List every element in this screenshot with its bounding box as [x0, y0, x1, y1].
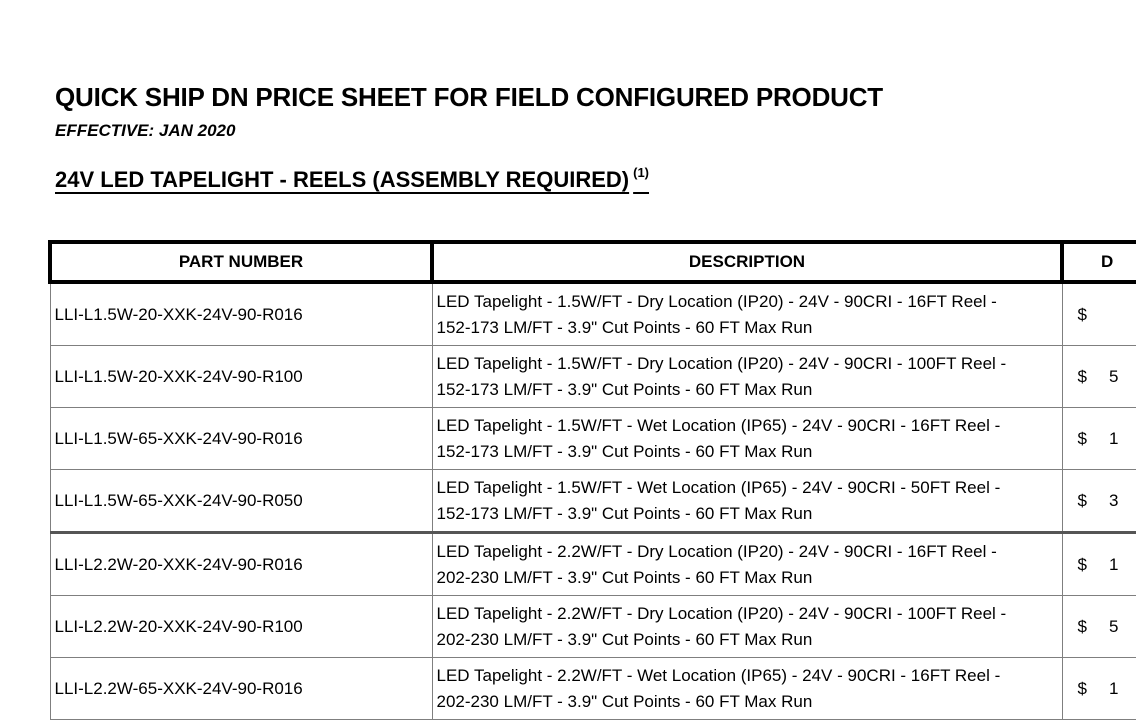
description-line-2: 152-173 LM/FT - 3.9" Cut Points - 60 FT Max Run — [436, 503, 813, 523]
description-line-1: LED Tapelight - 1.5W/FT - Wet Location (IP65) - 24V - 90CRI - 16FT Reel - — [436, 415, 1001, 435]
part-number-cell: LLI-L2.2W-20-XXK-24V-90-R100 — [50, 596, 432, 658]
section-title-text: 24V LED TAPELIGHT - REELS (ASSEMBLY REQUIRED) — [55, 167, 630, 192]
price-cell — [1062, 282, 1136, 346]
description-line-1: LED Tapelight - 2.2W/FT - Dry Location (IP20) - 24V - 90CRI - 100FT Reel - — [436, 603, 1007, 623]
column-header-part-number: PART NUMBER — [50, 242, 432, 282]
price-cell — [1062, 596, 1136, 658]
price-value: 1 — [1108, 678, 1119, 698]
section-footnote: (1) — [633, 165, 650, 180]
description-line-2: 152-173 LM/FT - 3.9" Cut Points - 60 FT Max Run — [436, 379, 813, 399]
price-value: 3 — [1108, 490, 1119, 510]
description-cell — [432, 282, 1062, 346]
currency-symbol: $ — [1077, 490, 1087, 510]
page-title: QUICK SHIP DN PRICE SHEET FOR FIELD CONFIGURED PRODUCT — [55, 82, 883, 112]
description-line-2: 152-173 LM/FT - 3.9" Cut Points - 60 FT Max Run — [436, 441, 813, 461]
price-value: 1 — [1108, 554, 1119, 574]
part-number-cell: LLI-L1.5W-65-XXK-24V-90-R016 — [50, 408, 432, 470]
description-line-2: 202-230 LM/FT - 3.9" Cut Points - 60 FT Max Run — [436, 629, 813, 649]
description-line-1: LED Tapelight - 2.2W/FT - Wet Location (IP65) - 24V - 90CRI - 16FT Reel - — [436, 665, 1001, 685]
table-row — [50, 533, 1136, 596]
description-line-1: LED Tapelight - 1.5W/FT - Wet Location (IP65) - 24V - 90CRI - 50FT Reel - — [436, 477, 1001, 497]
price-cell — [1062, 346, 1136, 408]
currency-symbol: $ — [1077, 616, 1087, 636]
description-cell — [432, 533, 1062, 596]
description-line-2: 202-230 LM/FT - 3.9" Cut Points - 60 FT Max Run — [436, 567, 813, 587]
effective-date: EFFECTIVE: JAN 2020 — [55, 121, 236, 140]
price-value: 1 — [1108, 428, 1119, 448]
description-line-2: 202-230 LM/FT - 3.9" Cut Points - 60 FT Max Run — [436, 691, 813, 711]
price-cell — [1062, 408, 1136, 470]
table-row — [50, 282, 1136, 346]
part-number-cell: LLI-L1.5W-20-XXK-24V-90-R016 — [50, 282, 432, 346]
currency-symbol: $ — [1077, 366, 1087, 386]
column-header-description: DESCRIPTION — [432, 242, 1062, 282]
description-cell — [432, 658, 1062, 720]
part-number-cell: LLI-L2.2W-65-XXK-24V-90-R016 — [50, 658, 432, 720]
currency-symbol: $ — [1077, 304, 1087, 324]
price-value: 5 — [1108, 366, 1119, 386]
price-cell — [1062, 470, 1136, 533]
price-value: 5 — [1108, 616, 1119, 636]
description-line-1: LED Tapelight - 1.5W/FT - Dry Location (IP20) - 24V - 90CRI - 100FT Reel - — [436, 353, 1007, 373]
table-row — [50, 408, 1136, 470]
currency-symbol: $ — [1077, 554, 1087, 574]
description-line-1: LED Tapelight - 2.2W/FT - Dry Location (IP20) - 24V - 90CRI - 16FT Reel - — [436, 541, 997, 561]
currency-symbol: $ — [1077, 428, 1087, 448]
price-cell — [1062, 658, 1136, 720]
part-number-cell: LLI-L1.5W-65-XXK-24V-90-R050 — [50, 470, 432, 533]
description-cell — [432, 408, 1062, 470]
section-title — [55, 167, 649, 193]
description-cell — [432, 596, 1062, 658]
description-cell — [432, 470, 1062, 533]
part-number-cell: LLI-L1.5W-20-XXK-24V-90-R100 — [50, 346, 432, 408]
table-row — [50, 658, 1136, 720]
description-line-2: 152-173 LM/FT - 3.9" Cut Points - 60 FT Max Run — [436, 317, 813, 337]
column-header-price: D — [1062, 242, 1136, 282]
price-table — [48, 240, 1136, 720]
price-cell — [1062, 533, 1136, 596]
table-row — [50, 470, 1136, 533]
description-line-1: LED Tapelight - 1.5W/FT - Dry Location (IP20) - 24V - 90CRI - 16FT Reel - — [436, 291, 997, 311]
description-cell — [432, 346, 1062, 408]
part-number-cell: LLI-L2.2W-20-XXK-24V-90-R016 — [50, 533, 432, 596]
table-header-row — [50, 242, 1136, 282]
table-row — [50, 346, 1136, 408]
currency-symbol: $ — [1077, 678, 1087, 698]
table-row — [50, 596, 1136, 658]
